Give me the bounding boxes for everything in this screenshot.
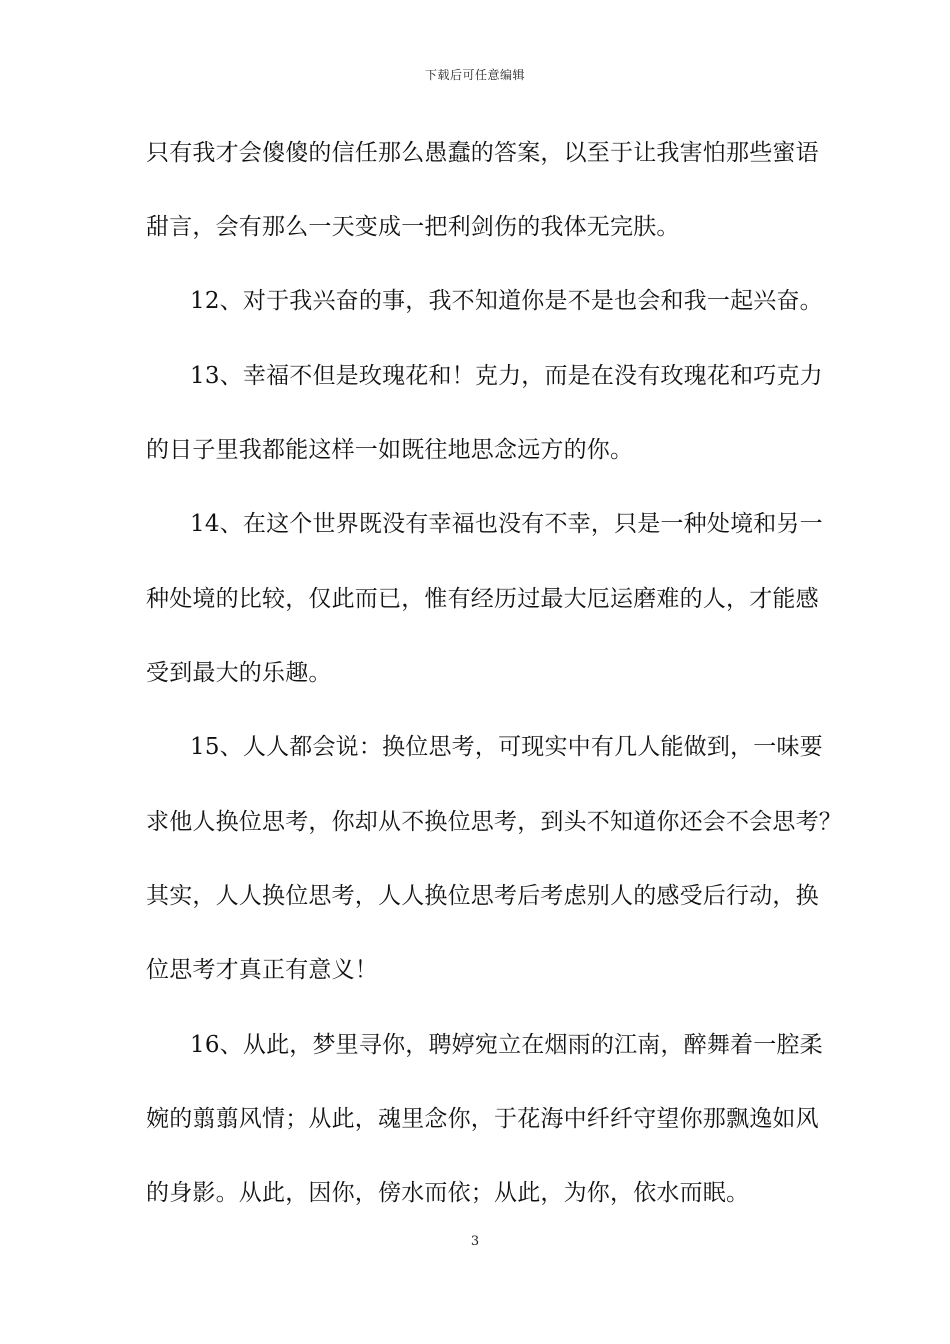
text-line: 求他人换位思考，你却从不换位思考，到头不知道你还会不会思考？ (146, 809, 842, 835)
text-line: 13、幸福不但是玫瑰花和！克力，而是在没有玫瑰花和巧克力 (190, 363, 823, 389)
page-number: 3 (470, 1234, 480, 1249)
page-header: 下载后可任意编辑 (424, 68, 525, 82)
text-line: 14、在这个世界既没有幸福也没有不幸，只是一种处境和另一 (190, 511, 823, 537)
text-line: 甜言，会有那么一天变成一把利剑伤的我体无完肤。 (146, 214, 680, 240)
text-line: 16、从此，梦里寻你，聘婷宛立在烟雨的江南，醉舞着一腔柔 (190, 1032, 823, 1058)
text-line: 种处境的比较，仅此而已，惟有经历过最大厄运磨难的人，才能感 (146, 586, 819, 612)
text-line: 受到最大的乐趣。 (146, 660, 332, 686)
text-line: 只有我才会傻傻的信任那么愚蠢的答案，以至于让我害怕那些蜜语 (146, 140, 819, 166)
text-line: 位思考才真正有意义！ (146, 957, 378, 983)
text-line: 的身影。从此，因你，傍水而依；从此，为你，依水而眠。 (146, 1180, 750, 1206)
text-line: 的日子里我都能这样一如既往地思念远方的你。 (146, 437, 634, 463)
text-line: 15、人人都会说：换位思考，可现实中有几人能做到，一味要 (190, 734, 823, 760)
text-line: 其实，人人换位思考，人人换位思考后考虑别人的感受后行动，换 (146, 883, 819, 909)
text-line: 12、对于我兴奋的事，我不知道你是不是也会和我一起兴奋。 (190, 288, 823, 314)
text-line: 婉的翦翦风情；从此，魂里念你，于花海中纤纤守望你那飘逸如风 (146, 1106, 819, 1132)
